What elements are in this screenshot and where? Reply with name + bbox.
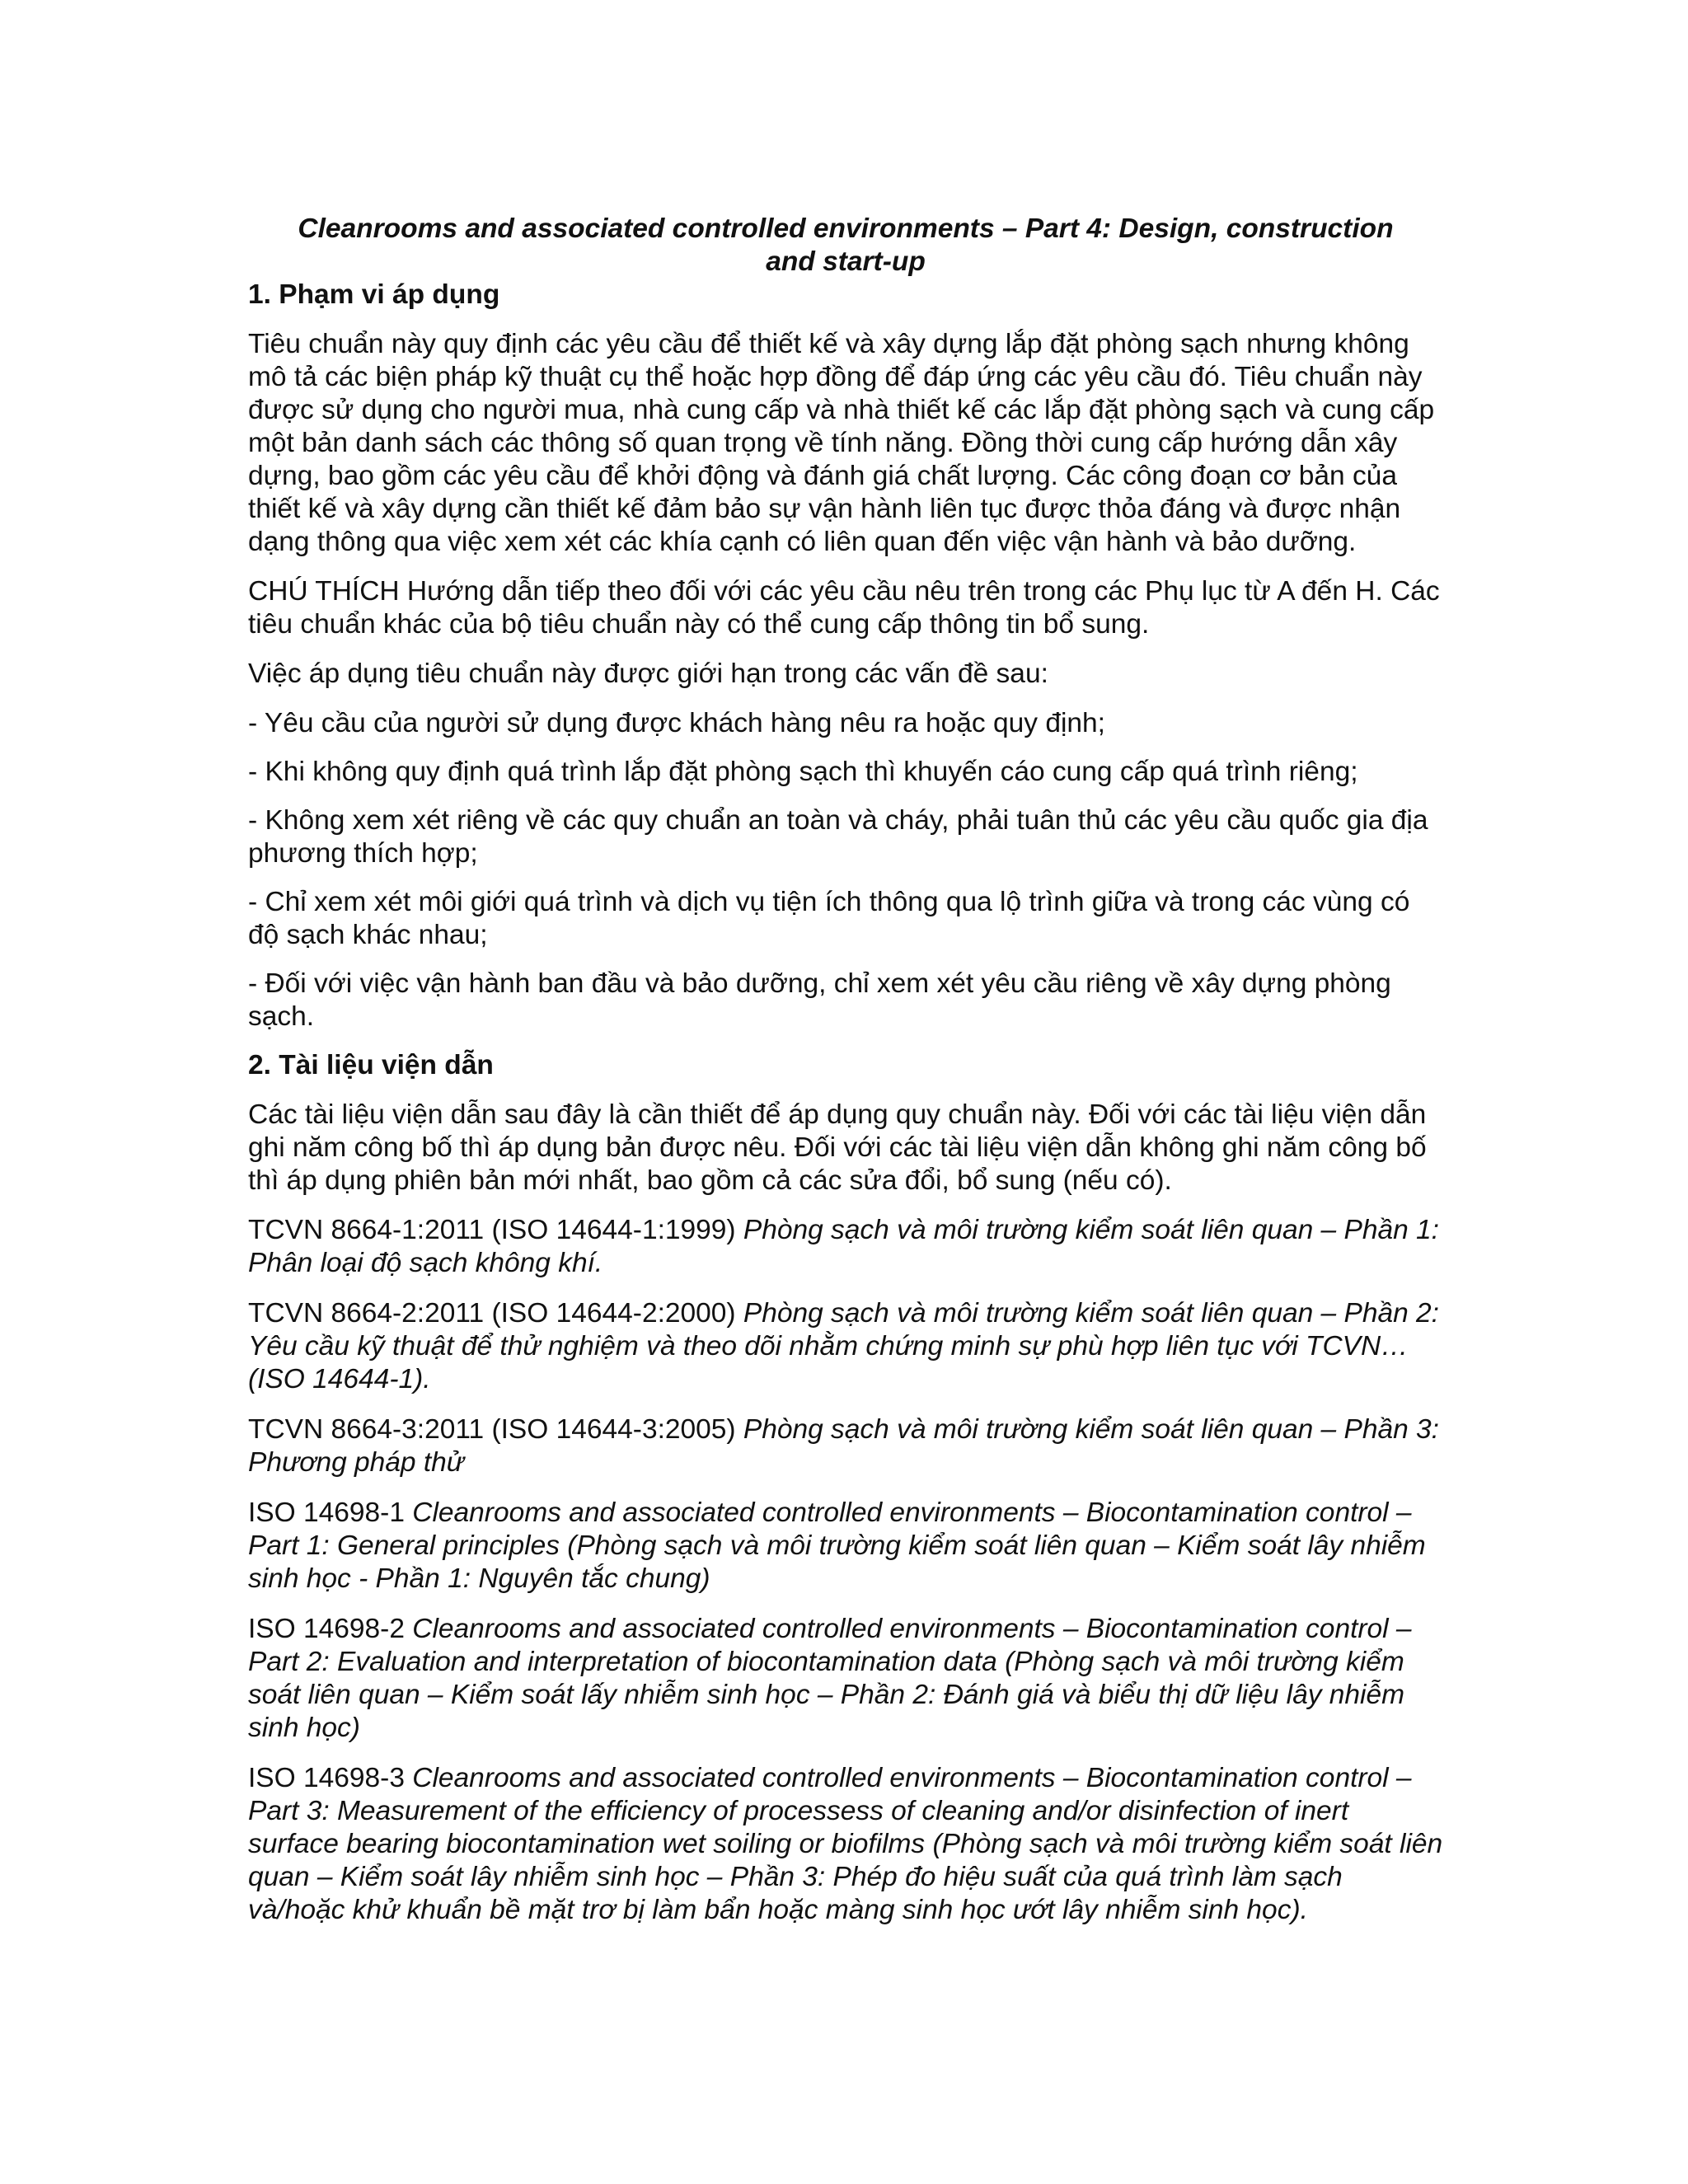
- reference-title: Phòng sạch và môi trường kiểm soát liên quan – Phần 1: Phân loại độ sạch không khí.: [248, 1215, 1439, 1278]
- reference-item: [248, 1613, 1443, 1745]
- list-item: - Đối với việc vận hành ban đầu và bảo dưỡng, chỉ xem xét yêu cầu riêng về xây dựng phòng sạch.: [248, 968, 1391, 1032]
- section-2-intro: Các tài liệu viện dẫn sau đây là cần thiết để áp dụng quy chuẩn này. Đối với các tài liệu viện dẫn ghi năm công bố thì áp dụng bản được nêu. Đối với các tài liệu viện dẫn không ghi năm công bố thì áp dụng phiên bản mới nhất, bao gồm cả các sửa đổi, bổ sung (nếu có).: [248, 1099, 1427, 1196]
- reference-item: [248, 1214, 1443, 1280]
- list-item: - Khi không quy định quá trình lắp đặt phòng sạch thì khuyến cáo cung cấp quá trình riêng;: [248, 757, 1358, 787]
- reference-title: Cleanrooms and associated controlled environments – Biocontamination control – Part 3: Measurement of the efficiency of processess of cleaning and/or disinfection of inert surface bearing biocontamination wet soiling or biofilms (Phòng sạch và môi trường kiểm soát liên quan – Kiểm soát lây nhiễm sinh học – Phần 3: Phép đo hiệu suất của quá trình làm sạch và/hoặc khử khuẩn bề mặt trơ bị làm bẩn hoặc màng sinh học ướt lây nhiễm sinh học).: [248, 1763, 1443, 1925]
- reference-title: Phòng sạch và môi trường kiểm soát liên quan – Phần 2: Yêu cầu kỹ thuật để thử nghiệm và theo dõi nhằm chứng minh sự phù hợp liên tục với TCVN…(ISO 14644-1).: [248, 1298, 1439, 1394]
- reference-code: TCVN 8664-3:2011 (ISO 14644-3:2005): [248, 1414, 743, 1445]
- reference-code: ISO 14698-1: [248, 1497, 413, 1528]
- reference-title: Cleanrooms and associated controlled environments – Biocontamination control – Part 2: Evaluation and interpretation of biocontamination data (Phòng sạch và môi trường kiểm soát liên quan – Kiểm soát lấy nhiễm sinh học – Phần 2: Đánh giá và biểu thị dữ liệu lây nhiễm sinh học): [248, 1614, 1412, 1743]
- reference-title: Cleanrooms and associated controlled environments – Biocontamination control – Part 1: General principles (Phòng sạch và môi trường kiểm soát liên quan – Kiểm soát lây nhiễm sinh học - Phần 1: Nguyên tắc chung): [248, 1497, 1426, 1594]
- document-body: [248, 213, 1443, 1944]
- document-title: Cleanrooms and associated controlled environments – Part 4: Design, construction and start-up: [298, 213, 1394, 277]
- reference-code: ISO 14698-3: [248, 1763, 413, 1793]
- section-1-paragraph: Tiêu chuẩn này quy định các yêu cầu để thiết kế và xây dựng lắp đặt phòng sạch nhưng không mô tả các biện pháp kỹ thuật cụ thể hoặc hợp đồng để đáp ứng các yêu cầu đó. Tiêu chuẩn này được sử dụng cho người mua, nhà cung cấp và nhà thiết kế các lắp đặt phòng sạch và cung cấp một bản danh sách các thông số quan trọng về tính năng. Đồng thời cung cấp hướng dẫn xây dựng, bao gồm các yêu cầu để khởi động và đánh giá chất lượng. Các công đoạn cơ bản của thiết kế và xây dựng cần thiết kế đảm bảo sự vận hành liên tục được thỏa đáng và được nhận dạng thông qua việc xem xét các khía cạnh có liên quan đến việc vận hành và bảo dưỡng.: [248, 329, 1435, 557]
- list-item: - Yêu cầu của người sử dụng được khách hàng nêu ra hoặc quy định;: [248, 708, 1105, 738]
- list-item: - Chỉ xem xét môi giới quá trình và dịch vụ tiện ích thông qua lộ trình giữa và trong các vùng có độ sạch khác nhau;: [248, 887, 1410, 950]
- reference-title: Phòng sạch và môi trường kiểm soát liên quan – Phần 3: Phương pháp thử: [248, 1414, 1439, 1478]
- reference-code: TCVN 8664-2:2011 (ISO 14644-2:2000): [248, 1298, 743, 1329]
- reference-item: [248, 1297, 1443, 1396]
- section-2-heading: 2. Tài liệu viện dẫn: [248, 1050, 494, 1080]
- reference-code: TCVN 8664-1:2011 (ISO 14644-1:1999): [248, 1215, 743, 1245]
- list-item: - Không xem xét riêng về các quy chuẩn an toàn và cháy, phải tuân thủ các yêu cầu quốc gia địa phương thích hợp;: [248, 805, 1428, 869]
- reference-item: [248, 1497, 1443, 1596]
- reference-item: [248, 1413, 1443, 1479]
- section-1-heading: 1. Phạm vi áp dụng: [248, 279, 500, 310]
- scope-limits-intro: Việc áp dụng tiêu chuẩn này được giới hạn trong các vấn đề sau:: [248, 658, 1048, 689]
- reference-item: [248, 1762, 1443, 1927]
- note-paragraph: CHÚ THÍCH Hướng dẫn tiếp theo đối với các yêu cầu nêu trên trong các Phụ lục từ A đến H. Các tiêu chuẩn khác của bộ tiêu chuẩn này có thể cung cấp thông tin bổ sung.: [248, 576, 1440, 640]
- reference-code: ISO 14698-2: [248, 1614, 413, 1644]
